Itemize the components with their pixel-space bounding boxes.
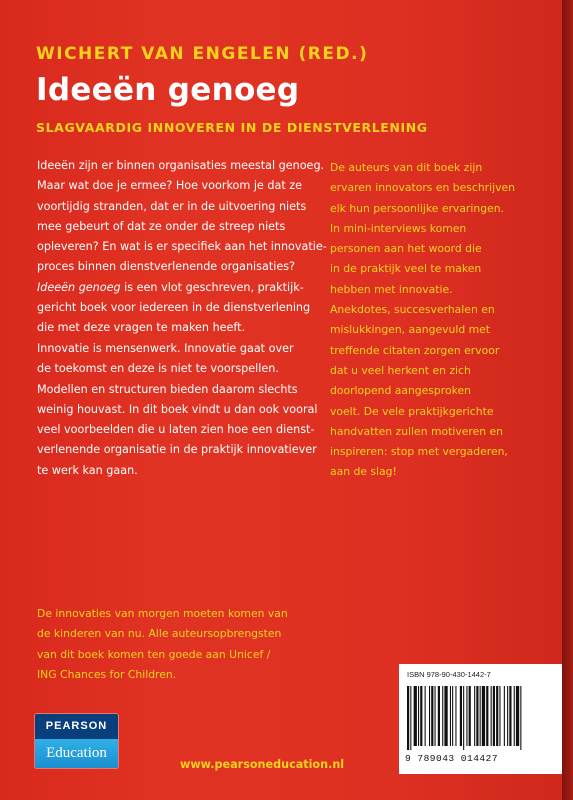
text-fragment: is een vlot geschreven, praktijk-	[120, 280, 304, 294]
barcode-bar	[452, 686, 453, 746]
text-line: mee gebeurt of dat ze onder de streep niets	[37, 219, 286, 233]
text-line: die met deze vragen te maken heeft.	[37, 321, 246, 335]
text-line: gericht boek voor iedereen in de dienstverlening	[37, 301, 311, 315]
logo-wordmark-bottom: Education	[35, 739, 118, 768]
barcode-bar	[435, 686, 436, 746]
text-line: voortijdig stranden, dat er in de uitvoering niets	[37, 199, 307, 213]
barcode-bar	[509, 686, 511, 746]
barcode-bar	[520, 686, 521, 750]
blurb-line: mislukkingen, aangevuld met	[330, 323, 491, 337]
pearson-education-logo	[35, 714, 118, 768]
barcode-bar	[418, 686, 419, 746]
text-line-with-title	[37, 278, 327, 298]
barcode-bar	[514, 686, 515, 746]
barcode-bar	[480, 686, 481, 746]
barcode-bar	[491, 686, 492, 746]
barcode-bar	[429, 686, 430, 746]
note-line: De innovaties van morgen moeten komen van	[37, 607, 288, 620]
barcode-bar	[496, 686, 498, 746]
book-title: Ideeën genoeg	[36, 72, 300, 108]
blurb-line: Anekdotes, succesverhalen en	[330, 303, 495, 317]
barcode-bar	[499, 686, 500, 746]
barcode-bar	[493, 686, 495, 746]
barcode-bar	[474, 686, 475, 746]
blurb-line: in de praktijk veel te maken	[330, 262, 482, 276]
publisher-website: www.pearsoneducation.nl	[180, 758, 345, 771]
text-line: Maar wat doe je ermee? Hoe voorkom je dat ze	[37, 179, 303, 193]
barcode-bar	[410, 686, 411, 750]
text-line: veel voorbeelden die u laten zien hoe een dienst-	[37, 423, 315, 437]
note-line: de kinderen van nu. Alle auteursopbrengsten	[37, 627, 282, 641]
text-line: weinig houvast. In dit boek vindt u dan ook vooral	[37, 402, 318, 416]
barcode-bar	[482, 686, 485, 746]
author-blurb	[330, 158, 515, 483]
barcode-bar	[476, 686, 478, 746]
book-subtitle: SLAGVAARDIG INNOVEREN IN DE DIENSTVERLENING	[36, 120, 428, 135]
blurb-line: inspireren: stop met vergaderen,	[330, 445, 508, 459]
barcode-bar	[438, 686, 440, 746]
blurb-line: voelt. De vele praktijkgerichte	[330, 404, 494, 418]
blurb-line: treffende citaten zorgen ervoor	[330, 343, 500, 357]
blurb-line: De auteurs van dit boek zijn	[330, 161, 483, 174]
barcode-bar	[466, 686, 467, 746]
italic-title: Ideeën genoeg	[37, 280, 121, 294]
blurb-line: In mini-interviews komen	[330, 221, 467, 235]
note-line: van dit boek komen ten goede aan Unicef /	[37, 647, 271, 661]
barcode-bar	[486, 686, 488, 746]
barcode-bar	[516, 686, 519, 746]
barcode-bar	[504, 686, 505, 746]
description-paragraph-2	[37, 339, 318, 481]
isbn-number: ISBN 978-90-430-1442-7	[407, 670, 491, 679]
barcode-bar	[460, 686, 462, 746]
text-line: Innovatie is mensenwerk. Innovatie gaat over	[37, 342, 294, 355]
barcode-bar	[444, 686, 447, 746]
blurb-line: elk hun persoonlijke ervaringen.	[330, 201, 504, 215]
author-line: WICHERT VAN ENGELEN (RED.)	[36, 44, 369, 64]
note-line: ING Chances for Children.	[37, 667, 177, 681]
text-line: Ideeën zijn er binnen organisaties meestal genoeg.	[37, 159, 325, 172]
text-line: verlenende organisatie in de praktijk innovatiever	[37, 443, 317, 457]
barcode-icon	[407, 686, 554, 750]
barcode-bar	[442, 686, 443, 746]
blurb-line: ervaren innovators en beschrijven	[330, 181, 515, 195]
barcode-bar	[431, 686, 433, 746]
blurb-line: hebben met innovatie.	[330, 282, 453, 296]
barcode-bar	[450, 686, 451, 746]
barcode-bar	[507, 686, 508, 746]
barcode-bar	[414, 686, 417, 746]
blurb-line: personen aan het woord die	[330, 242, 482, 256]
charity-note	[37, 604, 288, 685]
isbn-barcode-label	[399, 664, 562, 774]
barcode-bar	[455, 686, 456, 746]
barcode-bar	[463, 686, 464, 750]
description-paragraph-1	[37, 156, 327, 339]
barcode-bar	[407, 686, 409, 750]
barcode-bar	[425, 686, 426, 746]
blurb-line: handvatten zullen motiveren en	[330, 424, 503, 438]
text-line: de toekomst en deze is niet te voorspellen.	[37, 362, 279, 376]
barcode-bar	[469, 686, 471, 746]
text-line: opleveren? En wat is er specifiek aan het innovatie-	[37, 240, 327, 254]
blurb-line: doorlopend aangesproken	[330, 384, 471, 398]
logo-wordmark-top: PEARSON	[35, 714, 118, 739]
ean-digits: 9 789043 014427	[405, 753, 499, 764]
barcode-bar	[420, 686, 422, 746]
text-line: proces binnen dienstverlenende organisaties?	[37, 260, 295, 274]
book-spine-edge	[562, 0, 573, 800]
text-line: te werk kan gaan.	[37, 463, 138, 477]
text-line: Modellen en structuren bieden daarom slechts	[37, 382, 298, 396]
blurb-line: aan de slag!	[330, 465, 397, 479]
blurb-line: dat u veel herkent en zich	[330, 363, 471, 377]
